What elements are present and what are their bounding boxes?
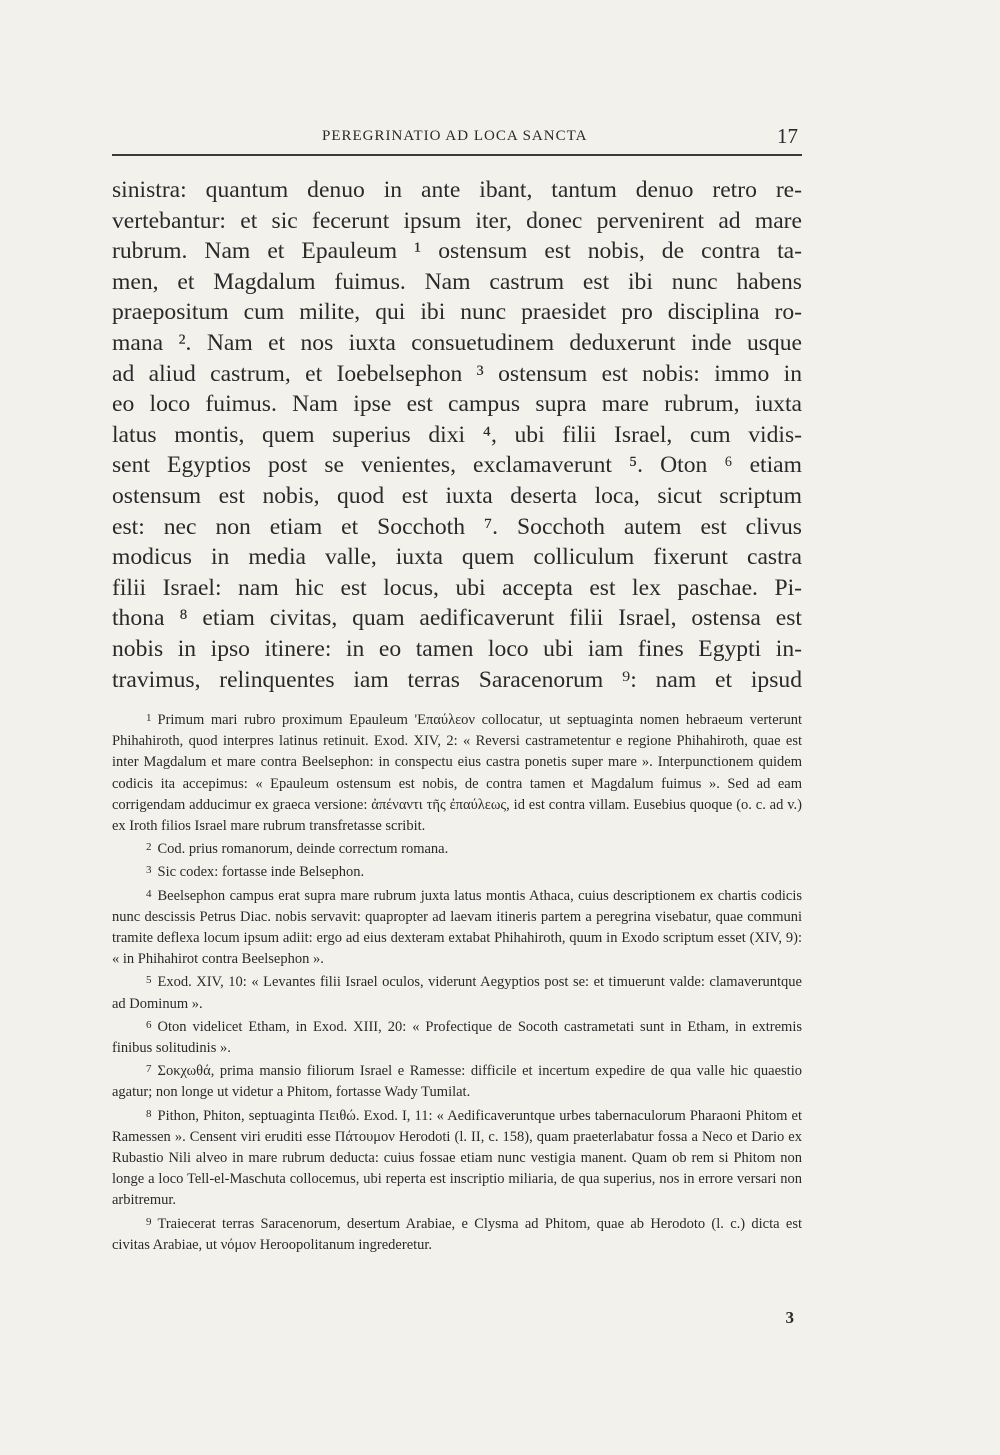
text-line: eo loco fuimus. Nam ipse est campus supra mare rubrum, iuxta xyxy=(112,391,802,418)
text-line: mana ². Nam et nos iuxta consuetudinem deduxerunt inde usque xyxy=(112,329,802,356)
footnote-number: 7 xyxy=(146,1063,152,1076)
text-line: est: nec non etiam et Socchoth ⁷. Socchoth autem est clivus xyxy=(112,513,802,540)
footnote-6 xyxy=(112,1015,802,1059)
footnote-number: 4 xyxy=(146,887,152,900)
footnotes xyxy=(112,708,802,1256)
text-line: men, et Magdalum fuimus. Nam castrum est ibi nunc habens xyxy=(112,268,802,295)
text-line: praepositum cum milite, qui ibi nunc praesidet pro disciplina ro- xyxy=(112,299,802,326)
signature-mark: 3 xyxy=(785,1308,794,1327)
footnote-4 xyxy=(112,884,802,971)
footnote-2 xyxy=(112,837,802,860)
text-line: sinistra: quantum denuo in ante ibant, tantum denuo retro re- xyxy=(112,177,802,203)
text-line: sent Egyptios post se venientes, exclamaverunt ⁵. Oton ⁶ etiam xyxy=(112,452,802,479)
text-line: vertebantur: et sic fecerunt ipsum iter, donec pervenirent ad mare xyxy=(112,207,802,234)
page-header xyxy=(112,124,802,156)
text-line: modicus in media valle, iuxta quem colliculum fixerunt castra xyxy=(112,544,802,571)
footnote-7 xyxy=(112,1059,802,1103)
footnote-text: Oton videlicet Etham, in Exod. XIII, 20: « Profectique de Socoth castrametati sunt in Etham, in extremis finibus solitudinis ». xyxy=(112,1018,802,1057)
footnote-text: Exod. XIV, 10: « Levantes filii Israel oculos, viderunt Aegyptios post se: et timuerunt valde: clamaveruntque ad Dominum ». xyxy=(112,974,802,1012)
text-line: ostensum est nobis, quod est iuxta deserta loca, sicut scriptum xyxy=(112,482,802,509)
text-line: filii Israel: nam hic est locus, ubi accepta est lex paschae. Pi- xyxy=(112,574,802,601)
footnote-3 xyxy=(112,860,802,883)
footnote-8 xyxy=(112,1104,802,1212)
footnote-number: 1 xyxy=(146,712,152,724)
text-line: rubrum. Nam et Epauleum ¹ ostensum est nobis, de contra ta- xyxy=(112,238,802,265)
page-number: 17 xyxy=(777,124,798,148)
footnote-1 xyxy=(112,708,802,837)
text-line: latus montis, quem superius dixi ⁴, ubi filii Israel, cum vidis- xyxy=(112,421,802,448)
footnote-text: Cod. prius romanorum, deinde correctum romana. xyxy=(157,841,449,858)
text-line: travimus, relinquentes iam terras Saracenorum ⁹: nam et ipsud xyxy=(112,666,802,693)
footnote-text: Beelsephon campus erat supra mare rubrum juxta latus montis Athaca, cuius descriptionem ex chartis codicis nunc descissis Petrus Diac. nobis servavit: quapropter ad laevam itineris partem a peregrina visebatur, quae communi tramite deflexa locum ipsum adiit: ergo ad eius dexteram extabat Phihahiroth, quum in Exodo scriptum esset (XIV, 9): « in Phihahirot contra Beelsephon ». xyxy=(112,887,802,968)
footnote-number: 8 xyxy=(146,1107,152,1120)
footnote-number: 3 xyxy=(146,864,152,877)
text-line: nobis in ipso itinere: in eo tamen loco ubi iam fines Egypti in- xyxy=(112,635,802,662)
footnote-number: 2 xyxy=(146,841,152,854)
footnote-text: Pithon, Phiton, septuaginta Πειθώ. Exod. I, 11: « Aedificaveruntque urbes tabernaculorum Pharaoni Phitom et Ramessen ». Censent viri eruditi esse Πάτουμον Herodoti (l. II, c. 158), quam praeterlabatur fossa a Neco et Dario ex Rubastio Nili alveo in mare rubrum deducta: cuius fossae etiam nunc vestigia manent. Quam ob rem si Phitom non longe a loco Tell-el-Maschuta collocemus, ubi reperta est inscriptio miliaria, de qua superius, nos in errore versari non arbitremur. xyxy=(112,1107,802,1209)
footnote-9 xyxy=(112,1212,802,1256)
running-title: PEREGRINATIO AD LOCA SANCTA xyxy=(322,128,588,144)
footnote-number: 6 xyxy=(146,1018,152,1031)
text-line: thona ⁸ etiam civitas, quam aedificaverunt filii Israel, ostensa est xyxy=(112,605,802,632)
footnote-5 xyxy=(112,970,802,1014)
footnote-text: Σοκχωθά, prima mansio filiorum Israel e Ramesse: difficile et incertum expedire de qua valle hic quaestio agatur; non longe ut videtur a Phitom, fortasse Wady Tumilat. xyxy=(112,1063,802,1101)
footnote-text: Traiecerat terras Saracenorum, desertum Arabiae, e Clysma ad Phitom, quae ab Herodoto (l. c.) dicta est civitas Arabiae, ut νόμον Heroopolitanum ingrederetur. xyxy=(112,1215,802,1253)
footnote-text: Primum mari rubro proximum Epauleum 'Επαύλεον collocatur, ut septuaginta nomen hebraeum verterunt Phihahiroth, quod interpres latinus retinuit. Exod. XIV, 2: « Reversi castrametentur e regione Phihahiroth, quae est inter Magdalum et mare contra Beelsephon: in conspectu eius castra ponetis super mare ». Interpunctionem quidem codicis ita accepimus: « Epauleum ostensum est nobis, de contra tamen et Magdalum fuimus ». Sed ad eam corrigendam adducimur ex graeca versione: ἀπέναντι τῆς ἐπαύλεως, id est contra villam. Eusebius quoque (o. c. ad v.) ex Iroth filios Israel mare rubrum transfretasse scribit. xyxy=(112,712,802,835)
footnote-number: 9 xyxy=(146,1215,152,1228)
main-text xyxy=(112,175,802,695)
footnote-text: Sic codex: fortasse inde Belsephon. xyxy=(157,864,365,881)
footnote-number: 5 xyxy=(146,974,152,987)
text-line: ad aliud castrum, et Ioebelsephon ³ ostensum est nobis: immo in xyxy=(112,360,802,387)
